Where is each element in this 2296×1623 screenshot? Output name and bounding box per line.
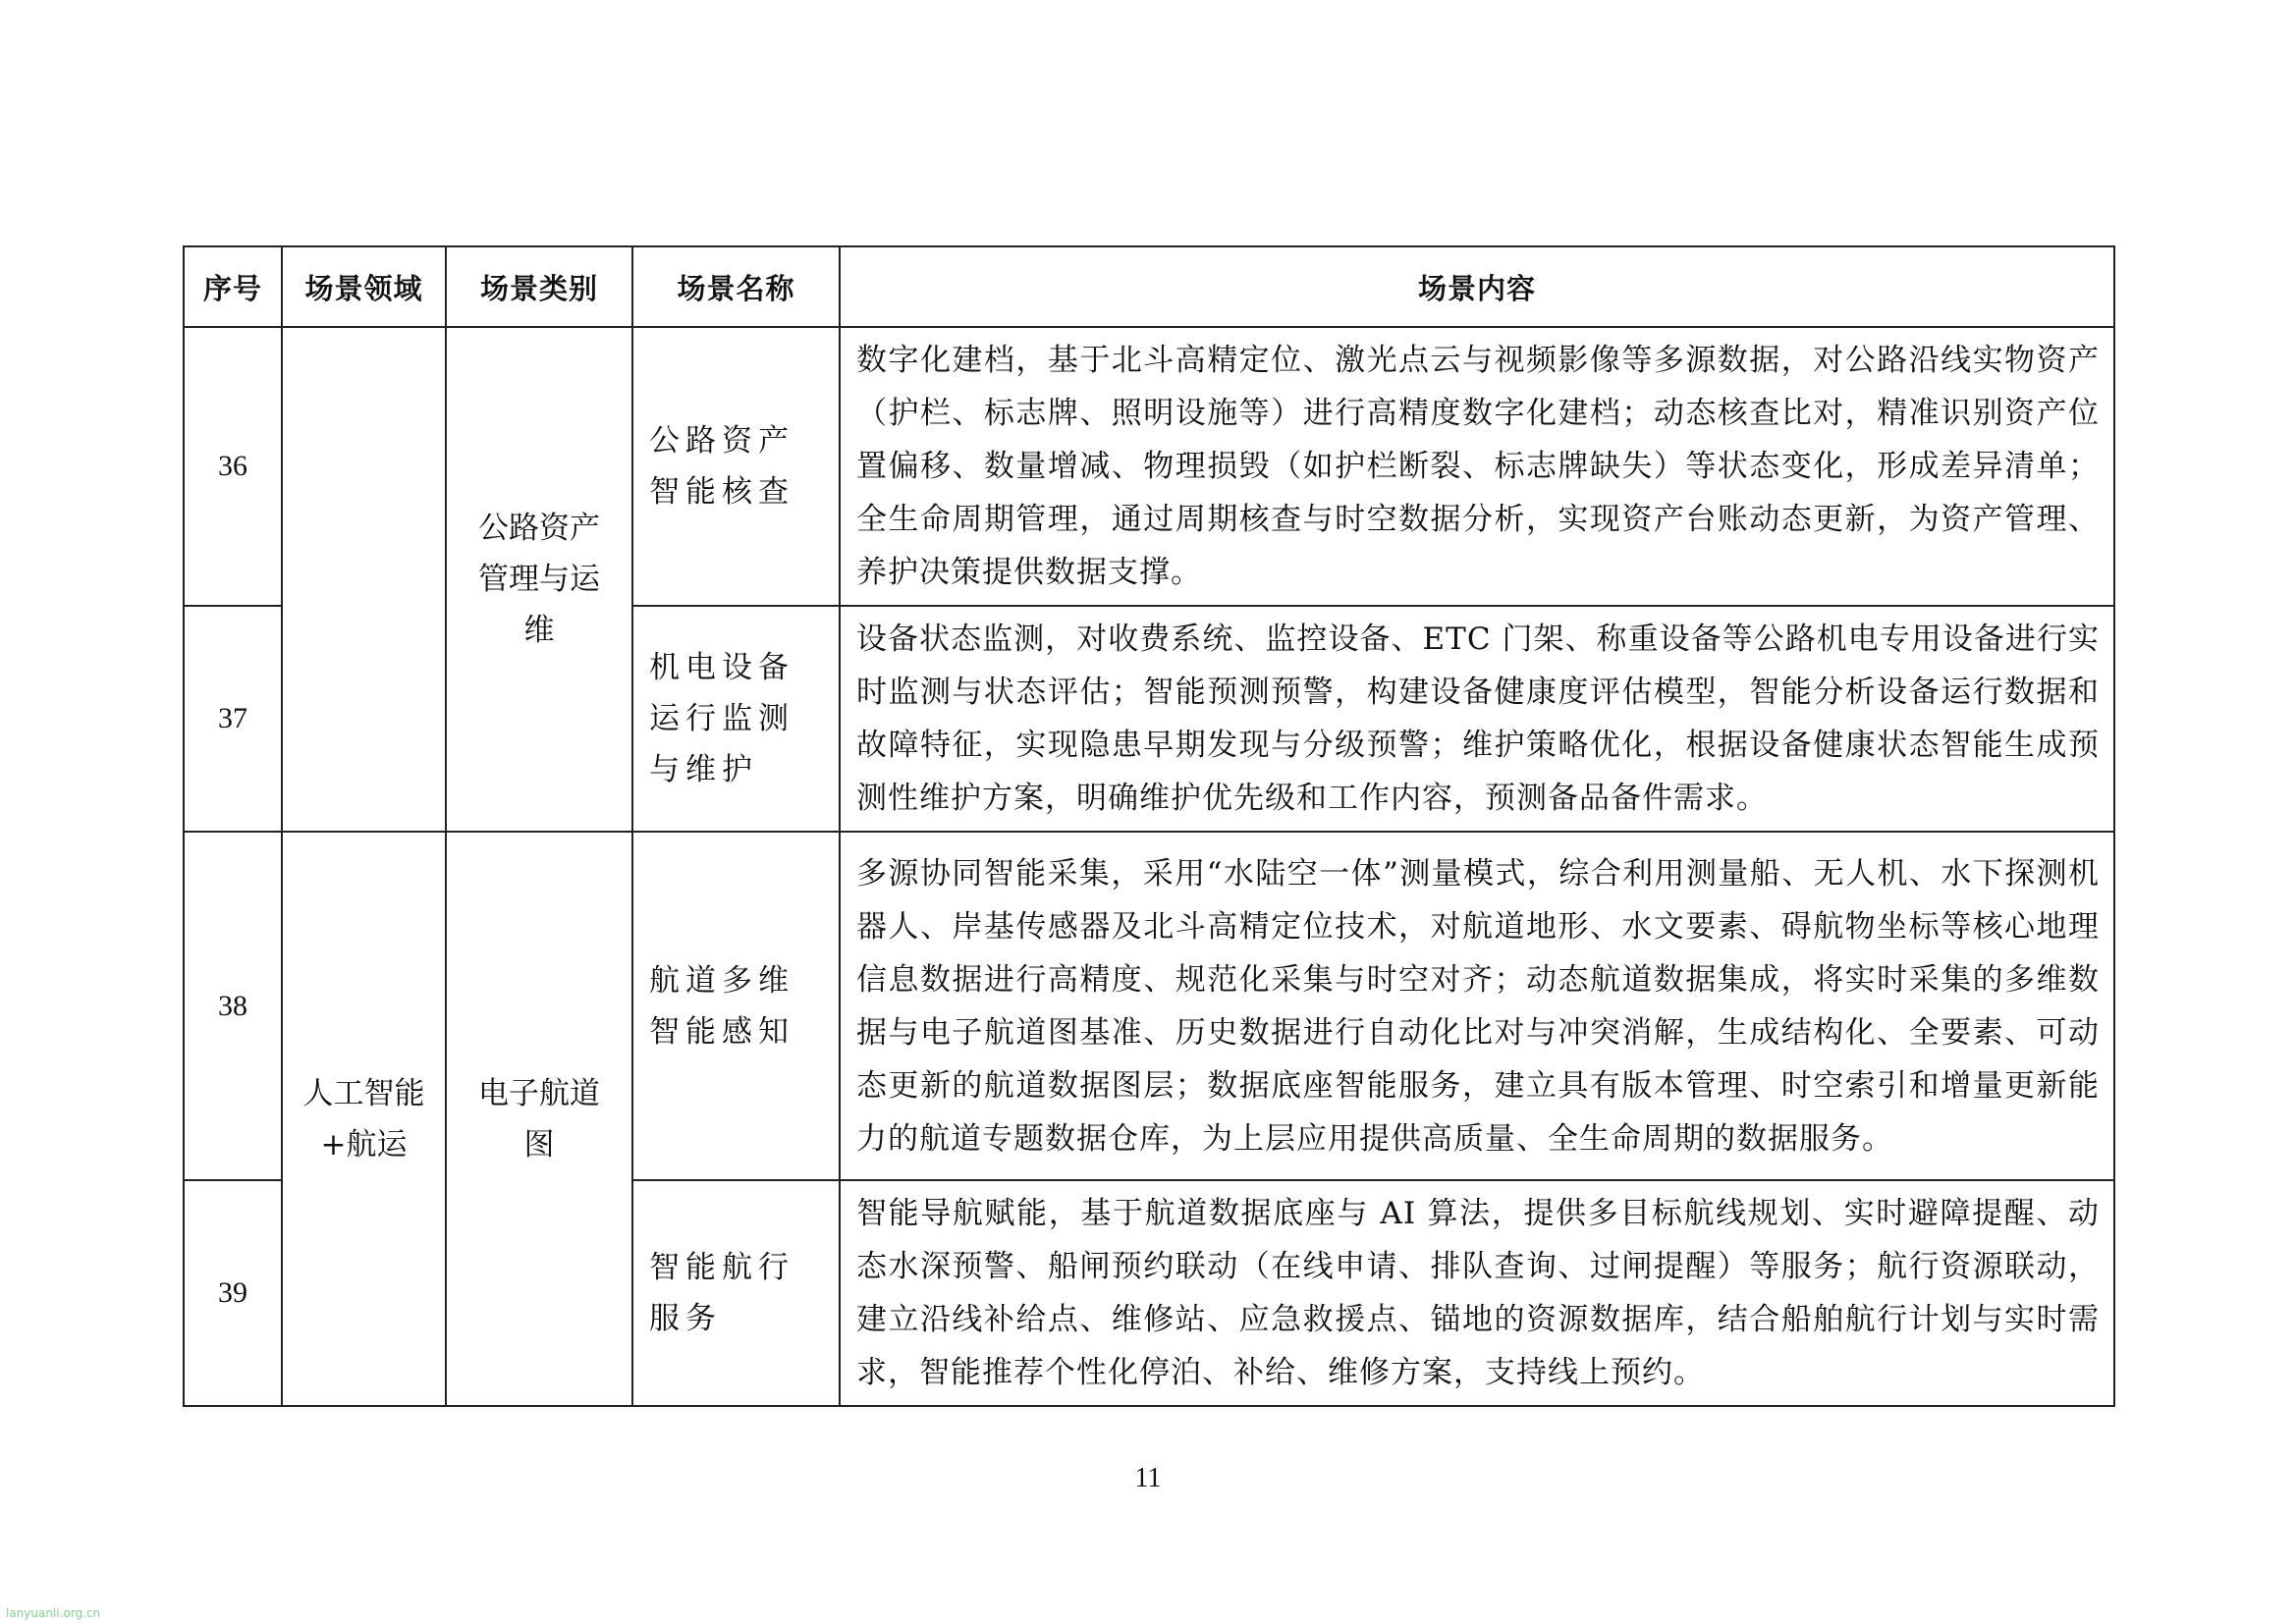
scene-content-cell: 智能导航赋能，基于航道数据底座与 AI 算法，提供多目标航线规划、实时避障提醒、动态水深预警、船闸预约联动（在线申请、排队查询、过闸提醒）等服务；航行资源联动，建立沿线补给点、维修站、应急救援点、锚地的资源数据库，结合船舶航行计划与实时需求，智能推荐个性化停泊、补给、维修方案，支持线上预约。 — [840, 1180, 2114, 1406]
category-label: 公路资产管理与运维 — [478, 511, 600, 648]
header-content: 场景内容 — [840, 246, 2114, 327]
row-number: 37 — [184, 606, 282, 832]
header-num: 序号 — [184, 246, 282, 327]
domain-cell-empty — [282, 327, 446, 832]
domain-label: 人工智能+航运 — [302, 1075, 425, 1163]
scene-name-cell: 智能航行服务 — [632, 1180, 840, 1406]
header-domain: 场景领域 — [282, 246, 446, 327]
scene-content-cell: 数字化建档，基于北斗高精定位、激光点云与视频影像等多源数据，对公路沿线实物资产（护栏、标志牌、照明设施等）进行高精度数字化建档；动态核查比对，精准识别资产位置偏移、数量增减、物理损毁（如护栏断裂、标志牌缺失）等状态变化，形成差异清单；全生命周期管理，通过周期核查与时空数据分析，实现资产台账动态更新，为资产管理、养护决策提供数据支撑。 — [840, 327, 2114, 606]
row-number: 39 — [184, 1180, 282, 1406]
header-category: 场景类别 — [446, 246, 632, 327]
domain-cell — [282, 832, 446, 1406]
scene-content-cell: 多源协同智能采集，采用“水陆空一体”测量模式，综合利用测量船、无人机、水下探测机器人、岸基传感器及北斗高精定位技术，对航道地形、水文要素、碍航物坐标等核心地理信息数据进行高精度、规范化采集与时空对齐；动态航道数据集成，将实时采集的多维数据与电子航道图基准、历史数据进行自动化比对与冲突消解，生成结构化、全要素、可动态更新的航道数据图层；数据底座智能服务，建立具有版本管理、时空索引和增量更新能力的航道专题数据仓库，为上层应用提供高质量、全生命周期的数据服务。 — [840, 832, 2114, 1180]
scene-name-cell: 航道多维智能感知 — [632, 832, 840, 1180]
category-cell — [446, 832, 632, 1406]
scene-name-cell: 机电设备运行监测与维护 — [632, 606, 840, 832]
scene-table — [183, 245, 2115, 1407]
table-row — [184, 327, 2114, 606]
table-row — [184, 832, 2114, 1180]
watermark-text: lanyuanli.org.cn — [6, 1606, 101, 1620]
row-number: 36 — [184, 327, 282, 606]
header-name: 场景名称 — [632, 246, 840, 327]
category-label: 电子航道图 — [478, 1075, 600, 1163]
scene-name-cell: 公路资产智能核查 — [632, 327, 840, 606]
page-number: 11 — [1134, 1463, 1162, 1493]
row-number: 38 — [184, 832, 282, 1180]
scene-content-cell: 设备状态监测，对收费系统、监控设备、ETC 门架、称重设备等公路机电专用设备进行实时监测与状态评估；智能预测预警，构建设备健康度评估模型，智能分析设备运行数据和故障特征，实现隐患早期发现与分级预警；维护策略优化，根据设备健康状态智能生成预测性维护方案，明确维护优先级和工作内容，预测备品备件需求。 — [840, 606, 2114, 832]
category-cell — [446, 327, 632, 832]
table-header-row — [184, 246, 2114, 327]
